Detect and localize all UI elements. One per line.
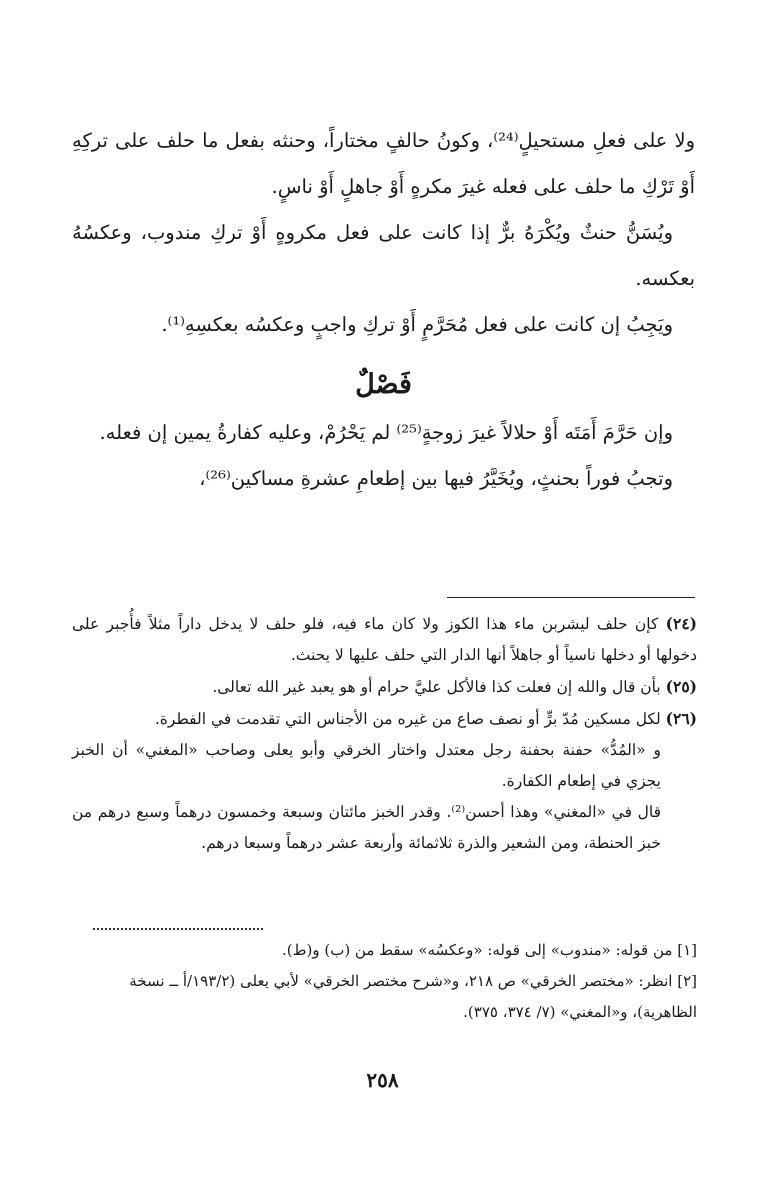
editor-note-text: انظر: «مختصر الخرقي» ص ٢١٨، و«شرح مختصر الخرقي» لأبي يعلى (١٩٣/٢/أ ــ نسخة الظاهرية)، و«المغني» (٧/ ٣٧٤، ٣٧٥). xyxy=(129,972,697,1021)
page-number: ٢٥٨ xyxy=(366,1068,399,1092)
footnote-26-continuation-2: قال في «المغني» وهذا أحسن⁽²⁾. وقدر الخبز مائتان وسبعة وخمسون درهماً وسبع درهم من خبز الحنطة، ومن الشعير والذرة ثلاثمائة وأربعة عشر درهماً وسبعا درهم. xyxy=(72,803,661,852)
paragraph-2: ويُسَنُّ حنثٌ ويُكْرَهُ برٌّ إذا كانت على فعل مكروهٍ أَوْ تركِ مندوب، وعكسُهُ بعكسه. xyxy=(72,221,695,290)
editor-note-number: [٢] xyxy=(677,972,697,990)
editor-notes xyxy=(72,935,697,1028)
footnote-number: (٢٤) xyxy=(665,614,697,633)
editor-note-1 xyxy=(72,935,697,966)
footnote-text: لكل مسكين مُدّ برٍّ أو نصف صاع من غيره من الأجناس التي تقدمت في الفطرة. xyxy=(154,710,661,728)
paragraph-3: ويَجِبُ إن كانت على فعل مُحَرَّمٍ أَوْ تركِ واجبٍ وعكسُه بعكسِهِ⁽¹⁾. xyxy=(161,313,673,336)
editor-notes-separator xyxy=(93,928,263,930)
editor-note-number: [١] xyxy=(677,941,697,959)
footnote-24 xyxy=(72,608,697,671)
footnote-separator xyxy=(447,597,695,598)
paragraph-1: ولا على فعلِ مستحيلٍ⁽²⁴⁾، وكونُ حالفٍ مختاراً، وحنثه بفعل ما حلف على تركِهِ أَوْ تَرْكِ ما حلف على فعله غيرَ مكرهٍ أَوْ جاهلٍ أَوْ ناسٍ. xyxy=(72,129,695,198)
footnotes xyxy=(72,608,697,859)
paragraph-4: وإن حَرَّمَ أَمَتَه أَوْ حلالاً غيرَ زوجةٍ⁽²⁵⁾ لم يَحْرُمْ، وعليه كفارةُ يمين إن فعله. xyxy=(99,421,673,444)
editor-note-text: من قوله: «مندوب» إلى قوله: «وعكسُه» سقط من (ب) و(ط). xyxy=(281,941,673,959)
footnote-text: كإن حلف ليشربن ماء هذا الكوز ولا كان ماء فيه، فلو حلف لا يدخل داراً مثلاً فأُجبر على دخولها أو دخلها ناسياً أو جاهلاً أنها الدار التي حلف عليها لا يحنث. xyxy=(72,615,697,664)
editor-note-2 xyxy=(72,966,697,1028)
section-heading: فَصْلٌ xyxy=(355,369,412,400)
footnote-text: بأن قال والله إن فعلت كذا فالأكل عليَّ حرام أو هو يعبد غير الله تعالى. xyxy=(212,678,661,696)
footnote-number: (٢٦) xyxy=(665,709,697,728)
paragraph-5: وتجبُ فوراً بحنثٍ، ويُخَيَّرُ فيها بين إطعامِ عشرةِ مساكين⁽²⁶⁾، xyxy=(199,467,673,490)
footnote-26 xyxy=(72,703,697,735)
main-text xyxy=(72,118,695,502)
footnote-26-continuation-1: و «المُدُّ» حفنة بحفنة رجل معتدل واختار الخرقي وأبو يعلى وصاحب «المغني» أن الخبز يجزي في إطعام الكفارة. xyxy=(72,741,661,790)
footnote-number: (٢٥) xyxy=(665,677,697,696)
footnote-25 xyxy=(72,671,697,703)
